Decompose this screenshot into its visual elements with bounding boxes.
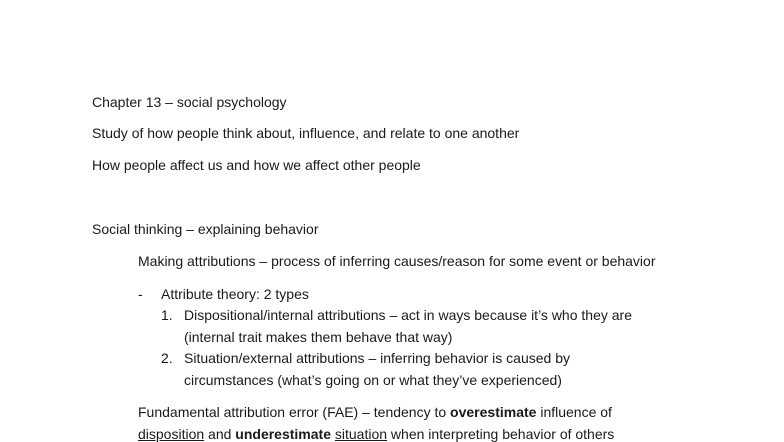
fae-line-1 (138, 405, 612, 419)
list-item-1-line-2: (internal trait makes them behave that way) (184, 329, 453, 345)
fae-underline-disposition: disposition (138, 426, 205, 442)
fae-line-2 (138, 427, 614, 441)
fae-bold-underestimate: underestimate (235, 426, 331, 442)
list-item-1-line-1: Dispositional/internal attributions – act in ways because it’s who they are (184, 307, 632, 323)
fae-text: influence of (536, 404, 612, 420)
definition-line: Study of how people think about, influence, and relate to one another (92, 125, 520, 141)
fae-text: and (204, 426, 236, 442)
chapter-heading: Chapter 13 – social psychology (92, 94, 287, 110)
list-number-2: 2. (161, 350, 173, 366)
list-item-2-line-1: Situation/external attributions – inferring behavior is caused by (184, 350, 570, 366)
fae-text: when interpreting behavior of others (387, 426, 615, 442)
list-item-2-line-2: circumstances (what’s going on or what they’ve experienced) (184, 372, 562, 388)
fae-bold-overestimate: overestimate (450, 404, 537, 420)
fae-underline-situation: situation (334, 426, 388, 442)
bullet-marker: - (138, 286, 143, 302)
attribute-theory-line: Attribute theory: 2 types (161, 286, 309, 302)
section-heading: Social thinking – explaining behavior (92, 221, 319, 237)
fae-text: Fundamental attribution error (FAE) – tendency to (138, 404, 451, 420)
summary-line: How people affect us and how we affect other people (92, 157, 421, 173)
list-number-1: 1. (161, 307, 173, 323)
attributions-line: Making attributions – process of inferring causes/reason for some event or behavior (138, 253, 656, 269)
